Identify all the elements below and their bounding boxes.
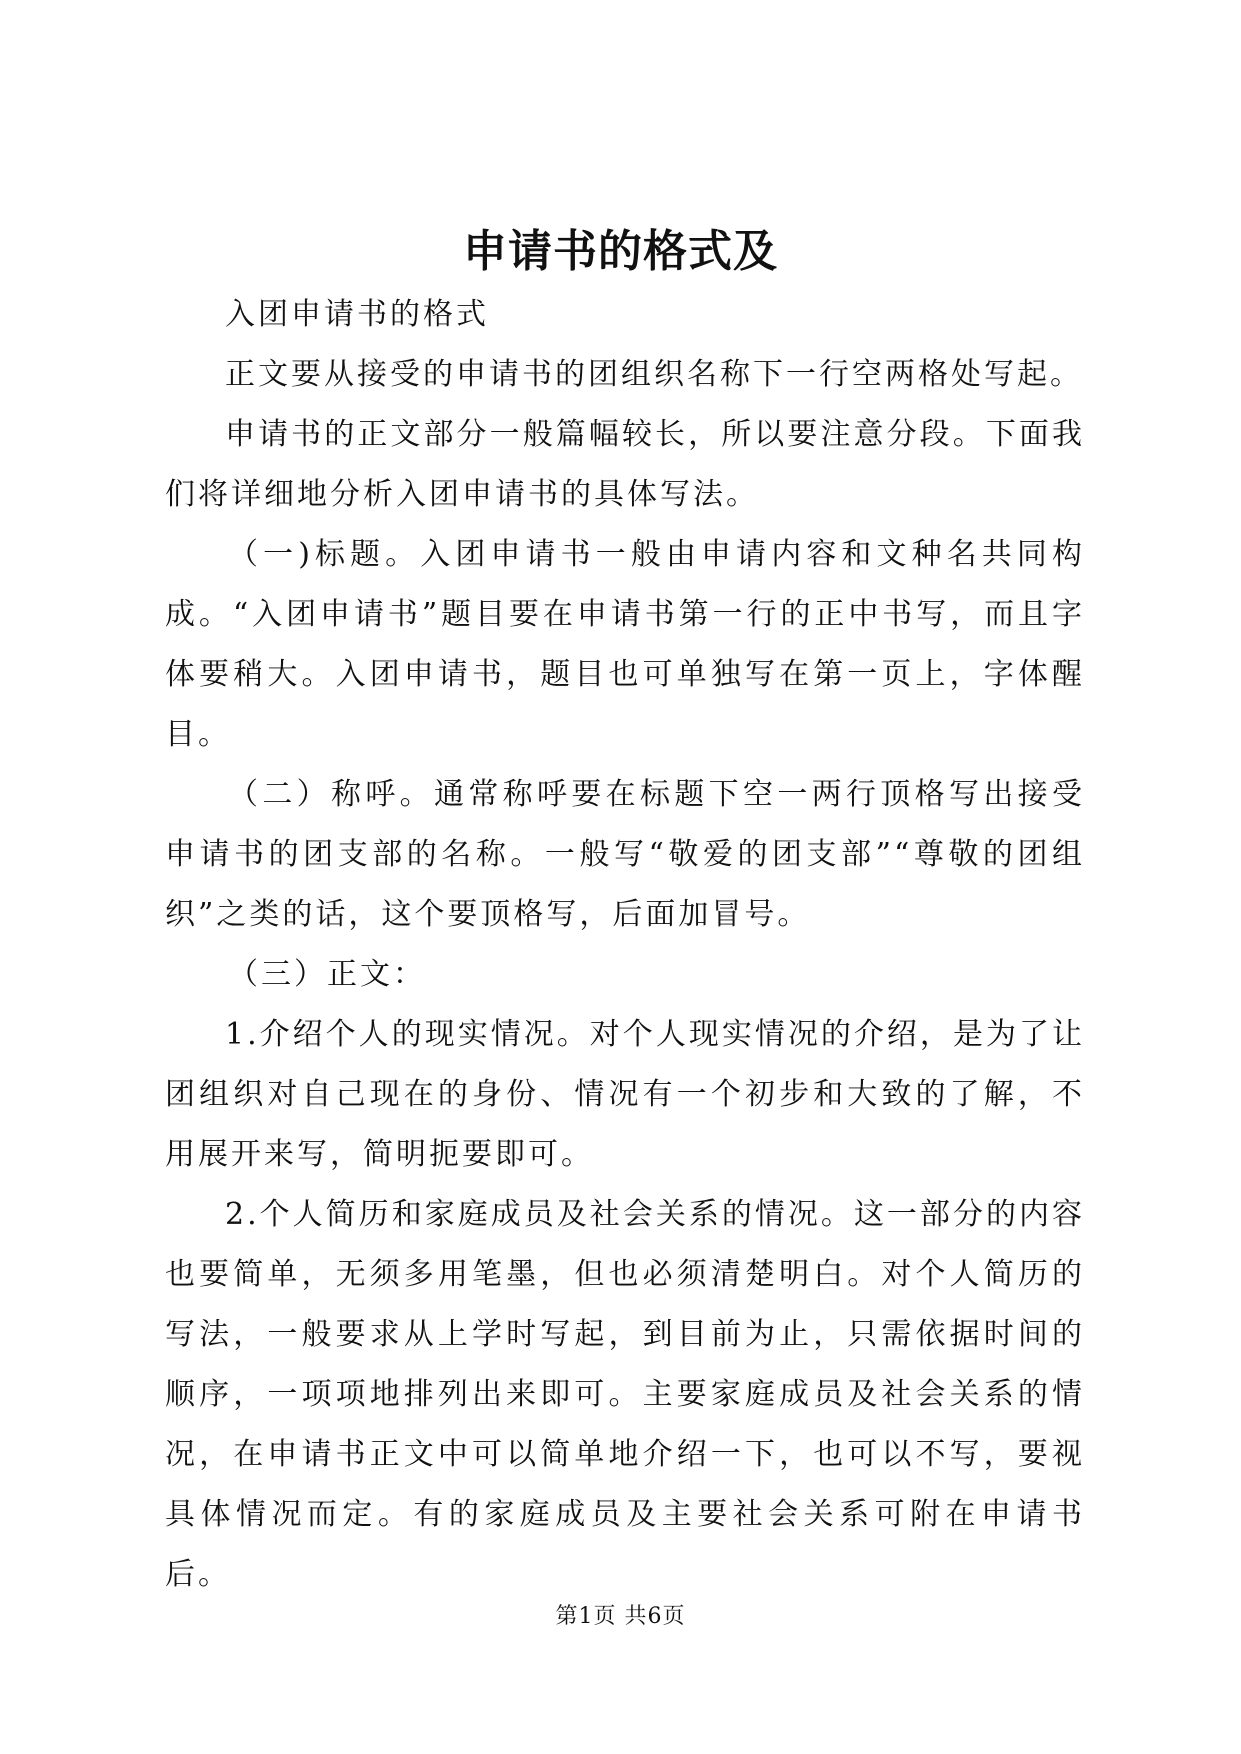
paragraph-start-position: 正文要从接受的申请书的团组织名称下一行空两格处写起。 — [225, 357, 1083, 392]
paragraph-item-2: 2.个人简历和家庭成员及社会关系的情况。这一部分的内容也要简单，无须多用笔墨，但也必须清楚明白。对个人简历的写法，一般要求从上学时写起，到目前为止，只需依据时间的顺序，一项项地排列出来即可。主要家庭成员及社会关系的情况，在申请书正文中可以简单地介绍一下，也可以不写，要视具体情况而定。有的家庭成员及主要社会关系可附在申请书后。 — [165, 1197, 1085, 1592]
page-number-footer: 第1页 共6页 — [555, 1604, 686, 1629]
paragraph-item-1: 1.介绍个人的现实情况。对个人现实情况的介绍，是为了让团组织对自己现在的身份、情况有一个初步和大致的了解，不用展开来写，简明扼要即可。 — [165, 1017, 1085, 1172]
paragraph-body-intro: 申请书的正文部分一般篇幅较长，所以要注意分段。下面我们将详细地分析入团申请书的具体写法。 — [165, 417, 1085, 512]
document-title: 申请书的格式及 — [463, 226, 778, 277]
paragraph-salutation-rule: （二）称呼。通常称呼要在标题下空一两行顶格写出接受申请书的团支部的名称。一般写“敬爱的团支部”“尊敬的团组织”之类的话，这个要顶格写，后面加冒号。 — [165, 777, 1085, 932]
paragraph-section-heading: 入团申请书的格式 — [225, 297, 489, 332]
paragraph-title-rule: （一)标题。入团申请书一般由申请内容和文种名共同构成。“入团申请书”题目要在申请书第一行的正中书写，而且字体要稍大。入团申请书，题目也可单独写在第一页上，字体醒目。 — [165, 537, 1085, 752]
paragraph-body-heading: （三）正文： — [228, 957, 426, 992]
document-body — [165, 285, 1085, 1605]
